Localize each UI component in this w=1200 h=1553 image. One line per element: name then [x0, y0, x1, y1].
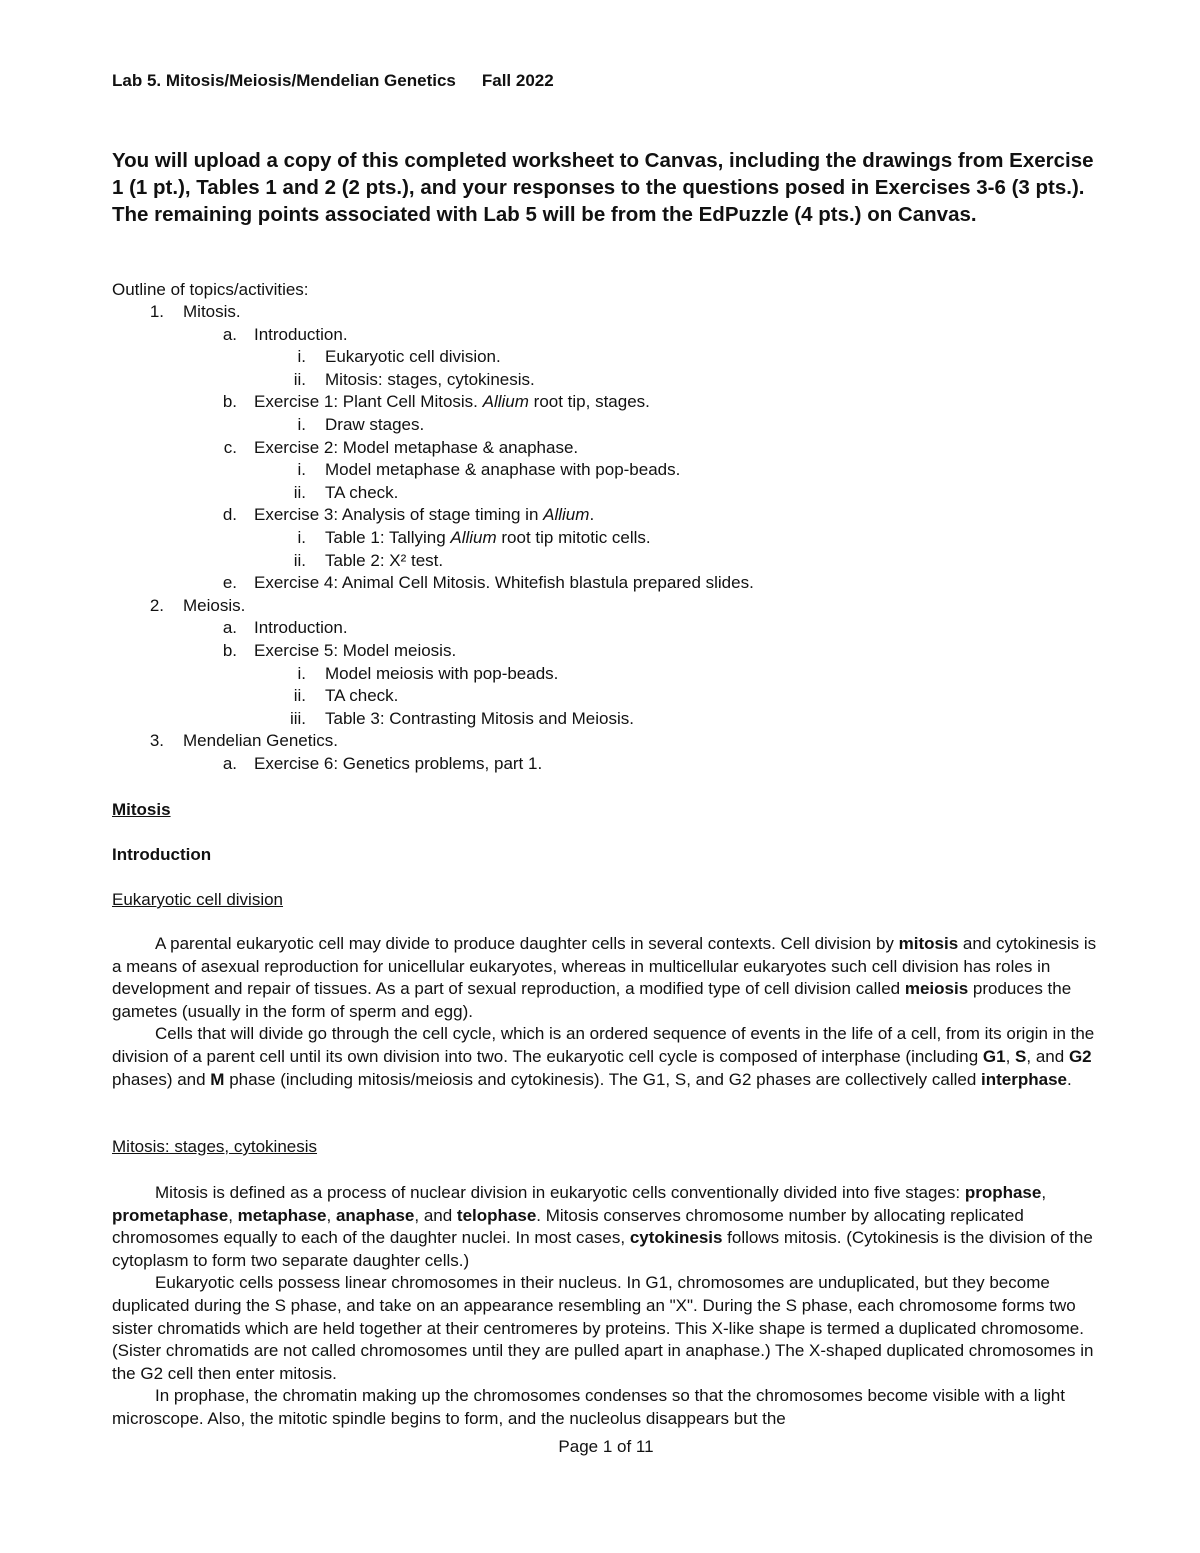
mitosis-stages-text — [112, 1182, 1100, 1431]
outline-text: Model meiosis with pop-beads. — [325, 663, 559, 683]
header-title: Lab 5. Mitosis/Meiosis/Mendelian Genetics — [112, 71, 456, 90]
outline-text: Exercise 6: Genetics problems, part 1. — [254, 753, 543, 773]
header-term: Fall 2022 — [481, 71, 554, 90]
outline-text: TA check. — [325, 482, 399, 502]
outline-marker: ii. — [293, 369, 306, 389]
outline-marker: ii. — [293, 686, 306, 706]
subheading-mitosis-stages: Mitosis: stages, cytokinesis — [112, 1137, 318, 1156]
outline-marker: a. — [222, 618, 237, 638]
outline-text: Exercise 4: Animal Cell Mitosis. Whitefish blastula prepared slides. — [254, 573, 754, 593]
outline-marker: a. — [222, 753, 237, 773]
document-header — [112, 71, 554, 91]
paragraph: Cells that will divide go through the cell cycle, which is an ordered sequence of events in the life of a cell, from its origin in the division of a parent cell until its own division into two. The eukaryotic cell cycle is composed of interphase (including G1, S, and G2 phases) and M phase (including mitosis/meiosis and cytokinesis). The G1, S, and G2 phases are collectively called interphase. — [112, 1024, 1095, 1089]
outline-text: Introduction. — [254, 324, 348, 344]
outline-text: Table 3: Contrasting Mitosis and Meiosis. — [325, 708, 634, 728]
upload-instructions: You will upload a copy of this completed worksheet to Canvas, including the drawings from Exercise 1 (1 pt.), Tables 1 and 2 (2 pts.), and your responses to the questions posed in Exercises 3-6 (3 pts.). The remaining points associated with Lab 5 will be from the EdPuzzle (4 pts.) on Canvas. — [112, 149, 1094, 226]
outline-marker: i. — [297, 527, 306, 547]
outline-text: Exercise 1: Plant Cell Mitosis. Allium root tip, stages. — [254, 392, 650, 412]
outline-marker: 1. — [149, 302, 164, 321]
outline-marker: b. — [222, 392, 237, 412]
outline-marker: i. — [297, 414, 306, 434]
outline-marker: ii. — [293, 550, 306, 570]
outline-text: Exercise 3: Analysis of stage timing in Allium. — [254, 505, 595, 525]
paragraph: In prophase, the chromatin making up the chromosomes condenses so that the chromosomes become visible with a light microscope. Also, the mitotic spindle begins to form, and the nucleolus disappears but the — [112, 1386, 1065, 1428]
outline-marker: 3. — [149, 731, 164, 751]
outline-text: Draw stages. — [325, 414, 425, 434]
outline-marker: i. — [297, 347, 306, 367]
outline-marker: iii. — [289, 708, 306, 728]
outline-marker: e. — [222, 573, 237, 593]
subheading-cell-division: Eukaryotic cell division — [112, 890, 284, 909]
outline-marker: b. — [222, 640, 237, 660]
outline-marker: 2. — [149, 595, 164, 615]
outline-marker: a. — [222, 324, 237, 344]
outline-marker: c. — [223, 437, 237, 457]
outline-text: Mitosis: stages, cytokinesis. — [325, 369, 535, 389]
outline-text: Table 2: X² test. — [325, 550, 444, 570]
section-heading-introduction: Introduction — [112, 845, 212, 864]
outline-text: Table 1: Tallying Allium root tip mitotic cells. — [325, 527, 651, 547]
outline-title: Outline of topics/activities: — [112, 280, 309, 299]
paragraph: Mitosis is defined as a process of nuclear division in eukaryotic cells conventionally divided into five stages: prophase, prometaphase, metaphase, anaphase, and telophase. Mitosis conserves chromosome number by allocating replicated chromosomes equally to each of the daughter nuclei. In most cases, cytokinesis follows mitosis. (Cytokinesis is the division of the cytoplasm to form two separate daughter cells.) — [112, 1183, 1093, 1270]
outline-marker: i. — [297, 663, 306, 683]
outline-text: Exercise 2: Model metaphase & anaphase. — [254, 437, 579, 457]
outline-text: Meiosis. — [183, 595, 246, 615]
outline-text: Introduction. — [254, 618, 348, 638]
outline-text: Exercise 5: Model meiosis. — [254, 640, 457, 660]
outline-marker: ii. — [293, 482, 306, 502]
outline-text: Mitosis. — [183, 302, 241, 321]
outline-text: Eukaryotic cell division. — [325, 347, 501, 367]
outline-marker: i. — [297, 460, 306, 480]
section-heading-mitosis: Mitosis — [112, 800, 171, 819]
cell-division-text — [112, 933, 1100, 1091]
outline-text: Model metaphase & anaphase with pop-beads. — [325, 460, 681, 480]
page-number: Page 1 of 11 — [558, 1437, 654, 1456]
paragraph: Eukaryotic cells possess linear chromosomes in their nucleus. In G1, chromosomes are unduplicated, but they become duplicated during the S phase, and take on an appearance resembling an "X". During the S phase, each chromosome forms two sister chromatids which are held together at their centromeres by proteins. This X-like shape is termed a duplicated chromosome. (Sister chromatids are not called chromosomes until they are pulled apart in anaphase.) The X-shaped duplicated chromosomes in the G2 cell then enter mitosis. — [112, 1273, 1094, 1383]
outline-marker: d. — [222, 505, 237, 525]
outline-text: TA check. — [325, 686, 399, 706]
paragraph: A parental eukaryotic cell may divide to produce daughter cells in several contexts. Cell division by mitosis and cytokinesis is a means of asexual reproduction for unicellular eukaryotes, whereas in multicellular eukaryotes such cell division has roles in development and repair of tissues. As a part of sexual reproduction, a modified type of cell division called meiosis produces the gametes (usually in the form of sperm and egg). — [112, 934, 1097, 1021]
outline-text: Mendelian Genetics. — [183, 731, 338, 751]
